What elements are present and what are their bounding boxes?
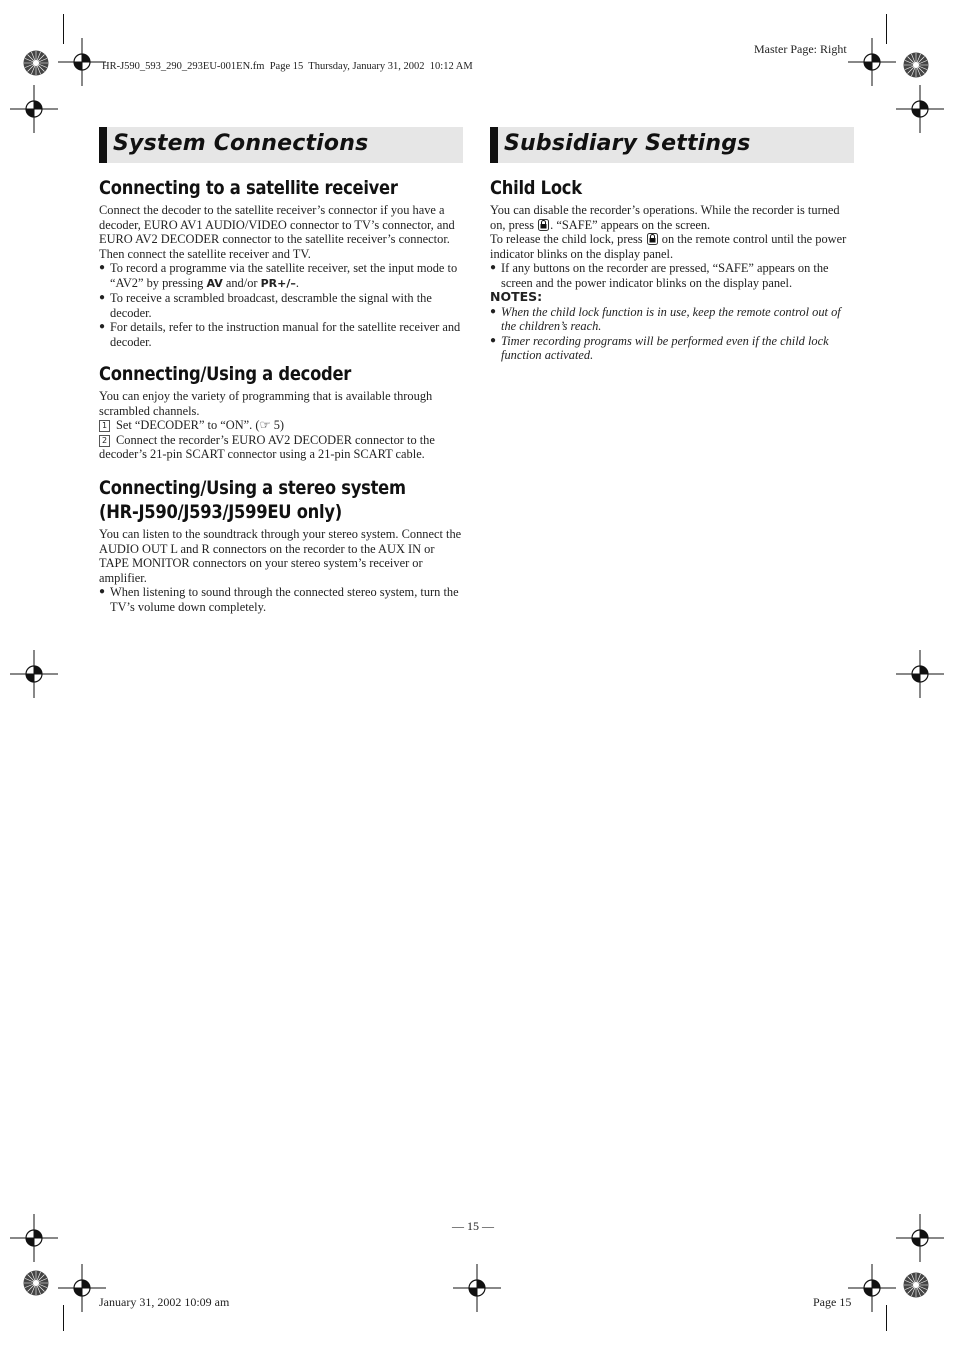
step-number: 2	[99, 435, 110, 447]
decoder-section-body	[99, 389, 463, 462]
child-lock-body	[490, 203, 854, 363]
pr-key-label: PR+/–	[260, 276, 296, 290]
banner-bar	[490, 127, 498, 163]
note-item: ● When the child lock function is in use, keep the remote control out of the children’s reach.	[490, 304, 841, 333]
step-number: 1	[99, 420, 110, 432]
list-item: ● To record a programme via the satellite receiver, set the input mode to “AV2” by pressing AV and/or PR+/–.	[99, 261, 458, 290]
step-item: 2 Connect the recorder’s EURO AV2 DECODER connector to the decoder’s 21-pin SCART connector using a 21-pin SCART cable.	[99, 432, 435, 461]
child-lock-p1: You can disable the recorder’s operations. While the recorder is turned on, press . “SAFE” appears on the screen.	[490, 203, 840, 232]
banner-bar	[99, 127, 107, 163]
heading-satellite-receiver: Connecting to a satellite receiver	[99, 177, 398, 199]
trim-line	[886, 14, 887, 44]
crosshair-mark-icon	[10, 1214, 58, 1262]
registration-burst-icon	[23, 1270, 49, 1296]
list-item: ● For details, refer to the instruction manual for the satellite receiver and decoder.	[99, 320, 461, 349]
note-item: ● Timer recording programs will be performed even if the child lock function activated.	[490, 333, 829, 362]
bullet-icon: ●	[99, 321, 106, 332]
crosshair-mark-icon	[896, 650, 944, 698]
crosshair-mark-icon	[896, 85, 944, 133]
heading-stereo-system-line1: Connecting/Using a stereo system	[99, 477, 406, 499]
registration-burst-icon	[23, 50, 49, 76]
av-key-label: AV	[206, 276, 223, 290]
banner-title: Subsidiary Settings	[504, 131, 751, 156]
satellite-section-body	[99, 203, 463, 349]
heading-child-lock: Child Lock	[490, 177, 582, 199]
bullet-icon: ●	[99, 586, 106, 597]
section-banner-system-connections	[99, 127, 463, 163]
crosshair-mark-icon	[848, 38, 896, 86]
crosshair-mark-icon	[10, 650, 58, 698]
satellite-intro: Connect the decoder to the satellite receiver’s connector if you have a decoder, EURO AV1 AUDIO/VIDEO connector to TV’s connector, and EURO AV2 DECODER connector to the satellite receiver’s connector. Then connect the satellite receiver and TV.	[99, 203, 455, 261]
bullet-icon: ●	[99, 262, 106, 273]
crosshair-mark-icon	[10, 85, 58, 133]
banner-title: System Connections	[113, 131, 369, 156]
heading-stereo-system-line2: (HR-J590/J593/J599EU only)	[99, 501, 343, 523]
trim-line	[63, 1305, 64, 1331]
footer-date: January 31, 2002 10:09 am	[99, 1295, 230, 1309]
crosshair-mark-icon	[896, 1214, 944, 1262]
section-banner-subsidiary-settings	[490, 127, 854, 163]
heading-decoder: Connecting/Using a decoder	[99, 363, 352, 385]
stereo-intro: You can listen to the soundtrack through your stereo system. Connect the AUDIO OUT L and R connectors on the recorder to the AUX IN or TAPE MONITOR connectors on your stereo system’s receiver or amplifier.	[99, 527, 462, 585]
list-item: ● To receive a scrambled broadcast, descramble the signal with the decoder.	[99, 291, 432, 320]
decoder-intro: You can enjoy the variety of programming that is available through scrambled channels.	[99, 389, 433, 418]
trim-line	[886, 1305, 887, 1331]
notes-label: NOTES:	[490, 289, 543, 304]
bullet-icon: ●	[490, 305, 497, 317]
crosshair-mark-icon	[848, 1264, 896, 1312]
step-item: 1 Set “DECODER” to “ON”. (☞ 5)	[99, 418, 463, 433]
master-page-label: Master Page: Right	[754, 42, 847, 56]
footer-page: Page 15	[813, 1295, 852, 1309]
lock-button-icon	[538, 219, 549, 231]
crosshair-mark-icon	[58, 38, 106, 86]
bullet-icon: ●	[490, 262, 497, 273]
page-number: — 15 —	[452, 1219, 494, 1233]
crosshair-mark-icon	[453, 1264, 501, 1312]
list-item: ● When listening to sound through the connected stereo system, turn the TV’s volume down completely.	[99, 585, 459, 614]
trim-line	[63, 14, 64, 44]
bullet-icon: ●	[99, 292, 106, 303]
stereo-section-body	[99, 527, 463, 614]
file-info: HR-J590_593_290_293EU-001EN.fm Page 15 Thursday, January 31, 2002 10:12 AM	[102, 61, 473, 72]
registration-burst-icon	[903, 52, 929, 78]
list-item: ● If any buttons on the recorder are pressed, “SAFE” appears on the screen and the power indicator blinks on the display panel.	[490, 261, 829, 290]
bullet-icon: ●	[490, 334, 497, 346]
lock-button-icon	[647, 233, 658, 245]
child-lock-p2: To release the child lock, press on the remote control until the power indicator blinks on the display panel.	[490, 232, 847, 261]
registration-burst-icon	[903, 1272, 929, 1298]
